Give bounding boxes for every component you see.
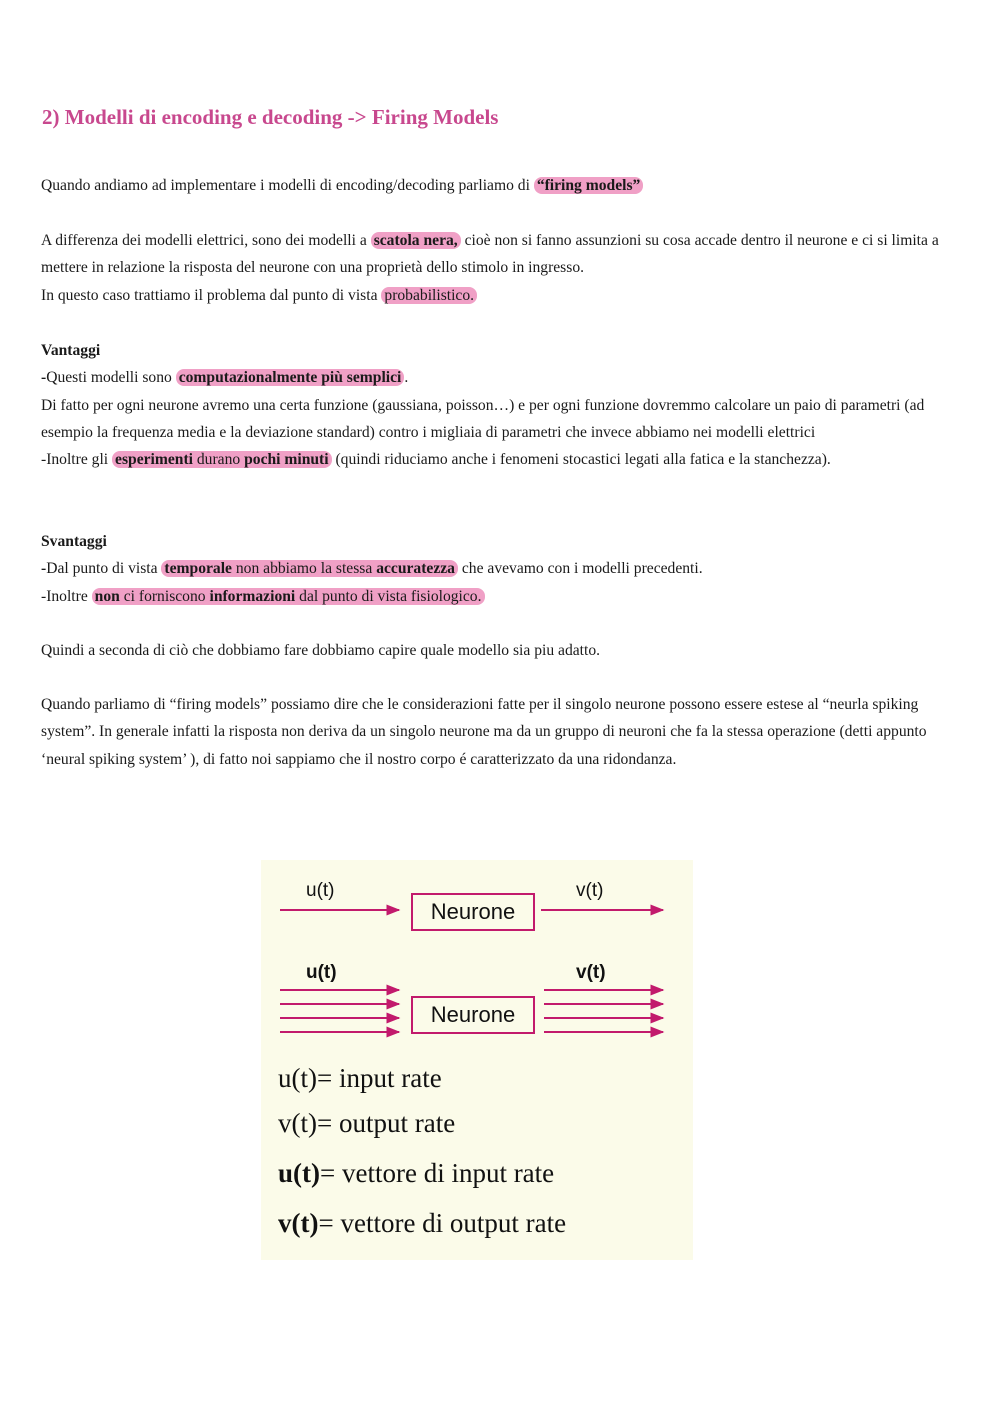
input-label-single: u(t) bbox=[306, 880, 335, 901]
neuron-figure bbox=[261, 860, 693, 1260]
highlight-firing-models: “firing models” bbox=[534, 177, 644, 194]
legend-output-vector-bold: v(t) bbox=[278, 1208, 319, 1238]
highlight-esperimenti bbox=[112, 451, 332, 468]
legend-input-rate-text: u(t)= input rate bbox=[278, 1063, 442, 1093]
neuron-box-single: Neurone bbox=[411, 893, 535, 931]
vantaggi-section bbox=[41, 337, 961, 473]
svantaggi-dash: - bbox=[41, 560, 47, 578]
svantaggi-l2-a: -Inoltre bbox=[41, 587, 92, 605]
neuron-box-vector: Neurone bbox=[411, 996, 535, 1034]
input-label-vector: u(t) bbox=[306, 962, 337, 983]
highlight-non: non bbox=[94, 587, 120, 605]
highlight-informazioni-mid1: ci forniscono bbox=[119, 587, 210, 605]
highlight-informazioni-bold: informazioni bbox=[209, 587, 296, 605]
legend-output-vector-text: = vettore di output rate bbox=[318, 1208, 567, 1238]
legend-output-rate bbox=[278, 1108, 455, 1139]
vantaggi-dash: - bbox=[41, 369, 47, 387]
vantaggi-heading: Vantaggi bbox=[41, 342, 101, 359]
highlight-informazioni-mid2: dal punto di vista fisiologico. bbox=[295, 587, 482, 605]
highlight-accuratezza: accuratezza bbox=[376, 560, 455, 578]
input-arrows-vector bbox=[280, 990, 399, 1032]
vantaggi-l1-b: . bbox=[404, 369, 409, 387]
legend-input-vector-text: = vettore di input rate bbox=[320, 1158, 555, 1188]
legend-input-vector-bold: u(t) bbox=[278, 1158, 320, 1188]
highlight-temporale-mid: non abbiamo la stessa bbox=[231, 560, 377, 578]
vantaggi-l2: Di fatto per ogni neurone avremo una certa funzione (gaussiana, poisson…) e per ogni funzione dovremmo calcolare un paio di parametri (ad esempio la frequenza media e la deviazione standard) contro i migliaia di parametri che invece abbiamo nei modelli elettrici bbox=[41, 396, 925, 441]
highlight-esperimenti-mid: durano bbox=[192, 451, 245, 469]
highlight-pochi-minuti: pochi minuti bbox=[244, 451, 329, 469]
svantaggi-l1-b: che avevamo con i modelli precedenti. bbox=[457, 560, 703, 578]
output-label-single: v(t) bbox=[576, 880, 604, 901]
legend-input-rate bbox=[278, 1063, 442, 1094]
paragraph-black-box bbox=[41, 227, 961, 309]
output-arrows-vector bbox=[544, 990, 663, 1032]
paragraph-intro bbox=[41, 172, 961, 199]
legend-output-rate-text: v(t)= output rate bbox=[278, 1108, 456, 1138]
legend-output-vector bbox=[278, 1208, 566, 1239]
highlight-informazioni bbox=[92, 588, 485, 605]
highlight-esperimenti-bold: esperimenti bbox=[115, 451, 193, 469]
highlight-probabilistico: probabilistico. bbox=[381, 287, 477, 304]
intro-text: Quando andiamo ad implementare i modelli di encoding/decoding parliamo di bbox=[41, 177, 534, 194]
paragraph-spiking-system: Quando parliamo di “firing models” possiamo dire che le considerazioni fatte per il singolo neurone possono essere estese al “neurla spiking system”. In generale infatti la risposta non deriva da un singolo neurone ma da un gruppo di neuroni che fa la stessa operazione (detti appunto ‘neural spiking system’ ), di fatto noi sappiamo che il nostro corpo é caratterizzato da una ridondanza. bbox=[41, 696, 927, 768]
highlight-computazionalmente: computazionalmente più semplici bbox=[176, 369, 405, 386]
highlight-scatola-nera: scatola nera, bbox=[371, 232, 461, 249]
svantaggi-heading: Svantaggi bbox=[41, 533, 107, 550]
highlight-temporale-bold: temporale bbox=[164, 560, 232, 578]
section-title: 2) Modelli di encoding e decoding -> Firing Models bbox=[42, 105, 499, 129]
vantaggi-l3-a: -Inoltre gli bbox=[41, 451, 113, 469]
vantaggi-l3-b: (quindi riduciamo anche i fenomeni stocastici legati alla fatica e la stanchezza). bbox=[331, 451, 831, 469]
legend-input-vector bbox=[278, 1158, 554, 1189]
black-box-text-a: A differenza dei modelli elettrici, sono dei modelli a bbox=[41, 232, 371, 249]
highlight-temporale bbox=[161, 560, 458, 577]
paragraph-quindi: Quindi a seconda di ciò che dobbiamo fare dobbiamo capire quale modello sia piu adatto. bbox=[41, 642, 601, 659]
vantaggi-l1-a: Questi modelli sono bbox=[46, 369, 176, 387]
black-box-text-c: In questo caso trattiamo il problema dal punto di vista bbox=[41, 286, 382, 304]
output-label-vector: v(t) bbox=[576, 962, 606, 983]
svantaggi-l1-a: Dal punto di vista bbox=[46, 560, 162, 578]
svantaggi-section bbox=[41, 528, 961, 610]
black-box-text-b: cioè non si fanno assunzioni su cosa accade dentro il neurone e ci si limita a mettere in relazione la risposta del neurone con una proprietà dello stimolo in ingresso. bbox=[41, 232, 939, 277]
